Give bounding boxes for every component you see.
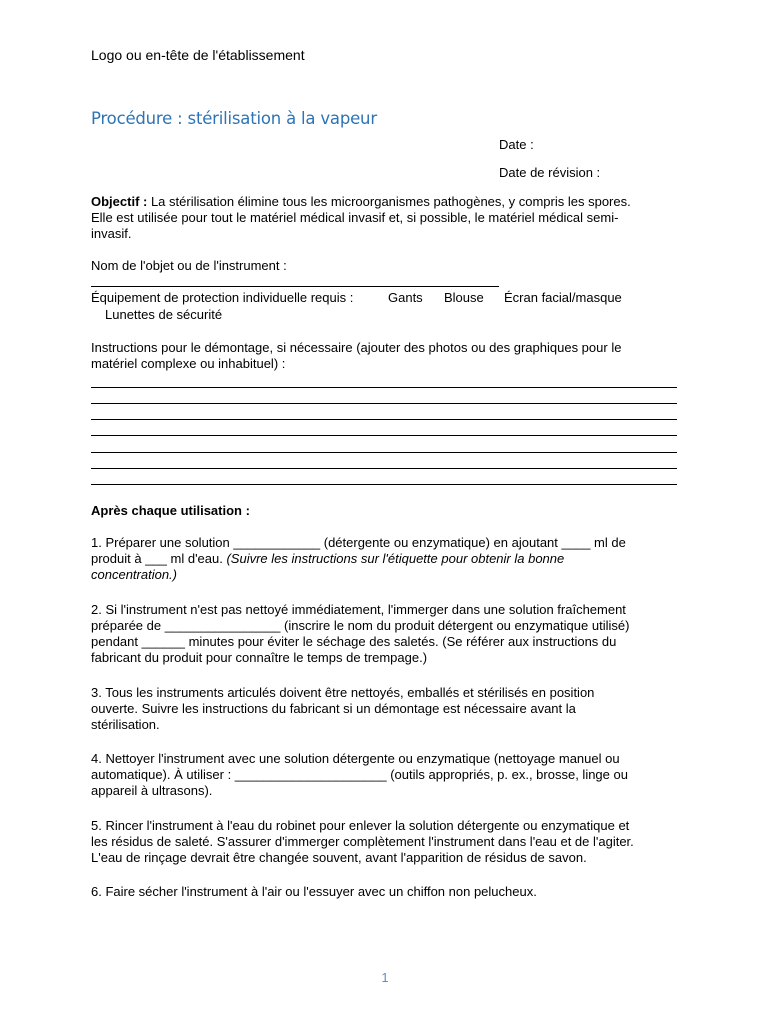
disassembly-text-1: Instructions pour le démontage, si nécessaire (ajouter des photos ou des graphiques pour le xyxy=(91,340,622,355)
step-2 xyxy=(91,602,681,666)
disassembly-blank-line xyxy=(91,419,677,420)
after-use-heading: Après chaque utilisation : xyxy=(91,503,250,518)
step-4-line: appareil à ultrasons). xyxy=(91,783,213,798)
step-2-line: 2. Si l'instrument n'est pas nettoyé immédiatement, l'immerger dans une solution fraîchement xyxy=(91,602,626,617)
ppe-option-gloves: Gants xyxy=(388,290,423,305)
object-name-blank-line xyxy=(91,286,499,287)
object-name-label: Nom de l'objet ou de l'instrument : xyxy=(91,258,287,273)
revision-date-field: Date de révision : xyxy=(499,165,601,180)
step-6 xyxy=(91,884,681,900)
step-3-line: 3. Tous les instruments articulés doivent être nettoyés, emballés et stérilisés en position xyxy=(91,685,595,700)
disassembly-text-2: matériel complexe ou inhabituel) : xyxy=(91,356,286,371)
objective-text-2: Elle est utilisée pour tout le matériel médical invasif et, si possible, le matériel médical semi- xyxy=(91,210,619,225)
disassembly-blank-line xyxy=(91,403,677,404)
date-field: Date : xyxy=(499,137,534,152)
page-title: Procédure : stérilisation à la vapeur xyxy=(91,109,377,128)
step-4-line: automatique). À utiliser : _____________________ (outils appropriés, p. ex., brosse, linge ou xyxy=(91,767,628,782)
disassembly-blank-line xyxy=(91,452,677,453)
step-1-line: produit à ___ ml d'eau. xyxy=(91,551,227,566)
disassembly-instructions xyxy=(91,340,681,372)
objective-paragraph xyxy=(91,194,681,242)
step-4-line: 4. Nettoyer l'instrument avec une solution détergente ou enzymatique (nettoyage manuel ou xyxy=(91,751,620,766)
step-2-line: fabricant du produit pour connaître le temps de trempage.) xyxy=(91,650,428,665)
step-3 xyxy=(91,685,681,733)
step-3-line: ouverte. Suivre les instructions du fabricant si un démontage est nécessaire avant la xyxy=(91,701,576,716)
step-5-line: 5. Rincer l'instrument à l'eau du robinet pour enlever la solution détergente ou enzymatique et xyxy=(91,818,630,833)
disassembly-blank-line xyxy=(91,484,677,485)
establishment-logo-header: Logo ou en-tête de l'établissement xyxy=(91,47,305,63)
step-2-line: préparée de ________________ (inscrire le nom du produit détergent ou enzymatique utilisé) xyxy=(91,618,630,633)
disassembly-blank-line xyxy=(91,387,677,388)
ppe-section xyxy=(91,290,691,324)
step-4 xyxy=(91,751,681,799)
ppe-option-face-shield: Écran facial/masque xyxy=(504,290,622,305)
ppe-label: Équipement de protection individuelle requis : xyxy=(91,290,354,305)
step-1-note: (Suivre les instructions sur l'étiquette pour obtenir la bonne xyxy=(226,551,565,566)
page-number: 1 xyxy=(381,970,389,985)
ppe-option-gown: Blouse xyxy=(444,290,484,305)
step-5-line: L'eau de rinçage devrait être changée souvent, avant l'apparition de résidus de savon. xyxy=(91,850,587,865)
step-1-note: concentration.) xyxy=(91,567,177,582)
step-1 xyxy=(91,535,681,583)
objective-label: Objectif : xyxy=(91,194,148,209)
step-6-line: 6. Faire sécher l'instrument à l'air ou l'essuyer avec un chiffon non pelucheux. xyxy=(91,884,537,899)
objective-text-1: La stérilisation élimine tous les microorganismes pathogènes, y compris les spores. xyxy=(147,194,631,209)
step-3-line: stérilisation. xyxy=(91,717,160,732)
ppe-option-safety-glasses: Lunettes de sécurité xyxy=(105,307,223,322)
objective-text-3: invasif. xyxy=(91,226,132,241)
step-5 xyxy=(91,818,681,866)
step-2-line: pendant ______ minutes pour éviter le séchage des saletés. (Se référer aux instructions du xyxy=(91,634,617,649)
disassembly-blank-line xyxy=(91,435,677,436)
disassembly-blank-line xyxy=(91,468,677,469)
step-1-line: 1. Préparer une solution ____________ (détergente ou enzymatique) en ajoutant ____ ml de xyxy=(91,535,626,550)
step-5-line: les résidus de saleté. S'assurer d'immerger complètement l'instrument dans l'eau et de l'agiter. xyxy=(91,834,634,849)
